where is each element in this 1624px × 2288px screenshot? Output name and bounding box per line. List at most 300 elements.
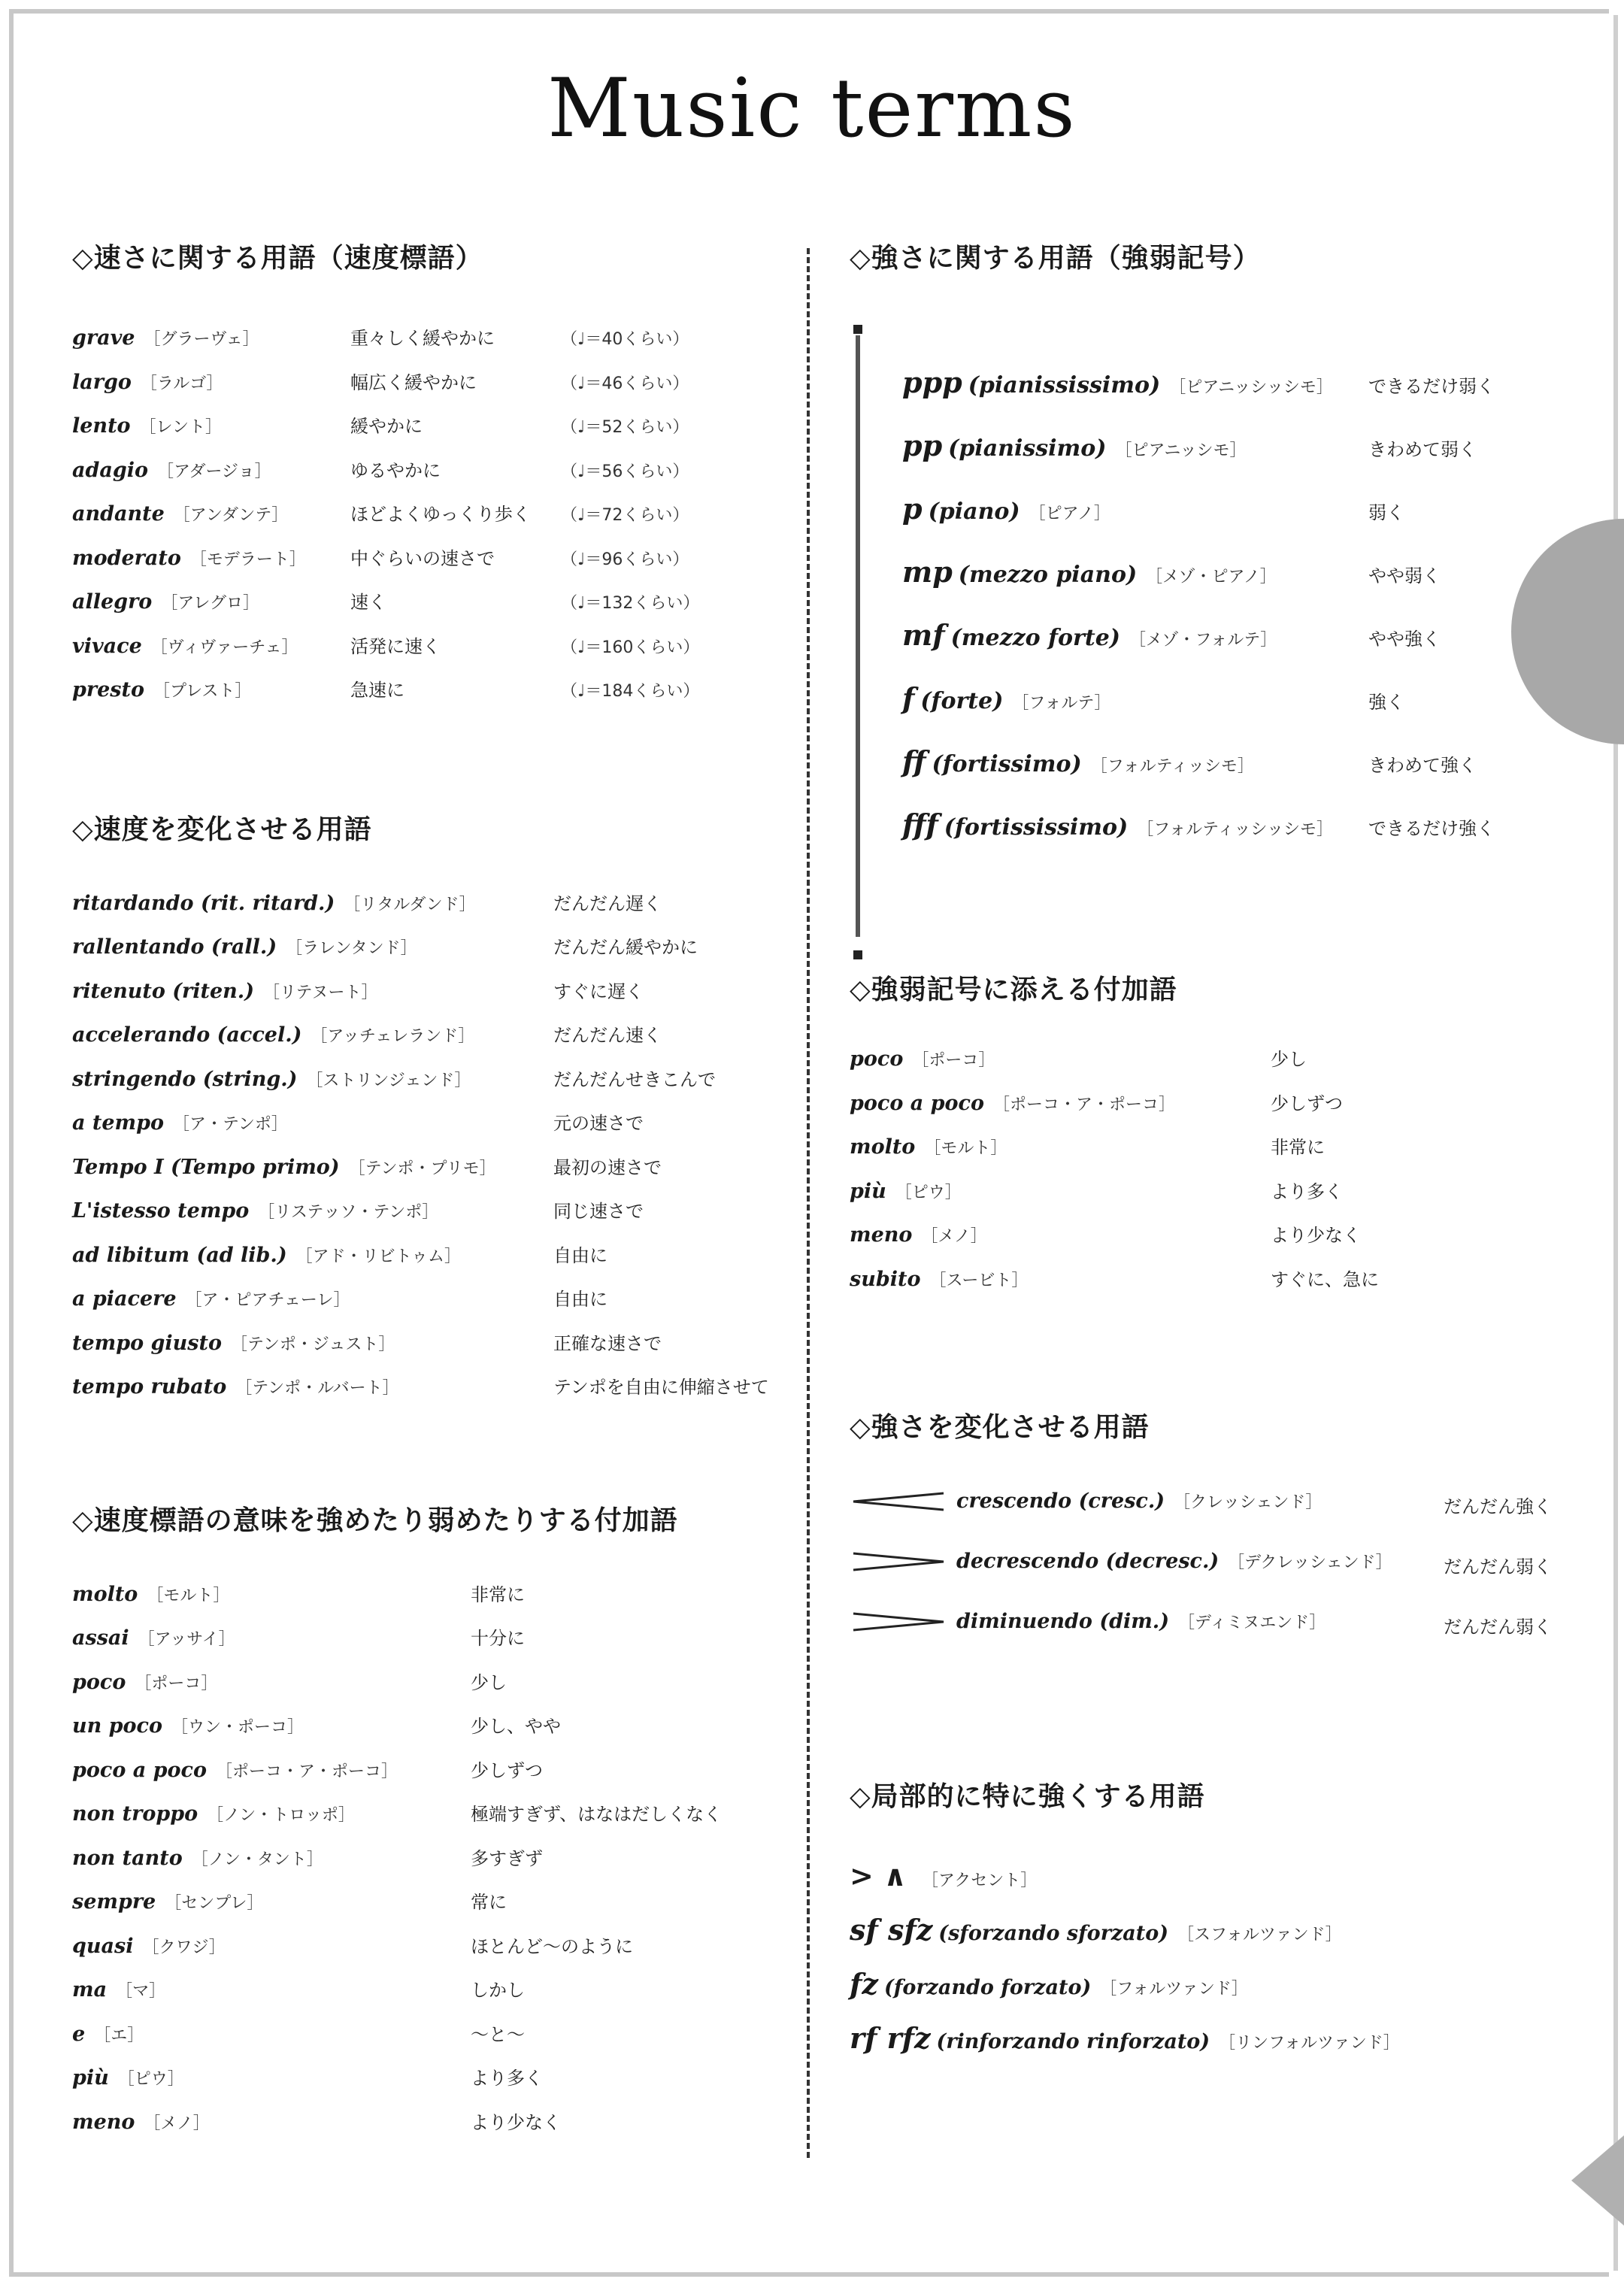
term-reading: ［アレグロ］ bbox=[161, 594, 259, 613]
term-cell bbox=[902, 681, 1368, 715]
term-reading: ［フォルティッシッシモ］ bbox=[1137, 820, 1333, 839]
term-cell bbox=[902, 365, 1368, 399]
term-name: quasi bbox=[72, 1934, 134, 1958]
term-cell bbox=[902, 429, 1368, 462]
term-row bbox=[902, 618, 1571, 681]
term-row bbox=[72, 499, 794, 544]
term-cell bbox=[850, 1268, 1271, 1291]
term-reading: ［アクセント］ bbox=[921, 1871, 1038, 1890]
dynamics-scale-arrow-icon bbox=[856, 335, 860, 937]
term-name: rallentando (rall.) bbox=[72, 935, 277, 959]
dynamics-change-section bbox=[850, 1406, 1571, 1670]
term-cell bbox=[72, 1375, 553, 1399]
term-name: Tempo I (Tempo primo) bbox=[72, 1155, 340, 1179]
term-meaning: だんだん速く bbox=[553, 1025, 662, 1046]
term-meaning: より少なく bbox=[1271, 1225, 1361, 1246]
term-cell bbox=[72, 1847, 471, 1870]
metronome-mark: （♩＝40くらい） bbox=[561, 330, 689, 349]
term-cell bbox=[850, 1489, 1444, 1513]
term-cell bbox=[72, 892, 553, 915]
term-reading: ［テンポ・ルバート］ bbox=[235, 1379, 399, 1398]
term-reading: ［メノ］ bbox=[921, 1227, 987, 1246]
dynamic-symbol: fz bbox=[850, 1967, 878, 2001]
term-name: L'istesso tempo bbox=[72, 1199, 250, 1223]
dynamic-symbol: fff bbox=[902, 808, 938, 841]
term-cell bbox=[72, 502, 350, 526]
term-reading: ［ピウ］ bbox=[895, 1183, 962, 1202]
right-column bbox=[850, 237, 1571, 2075]
term-meaning: 十分に bbox=[471, 1628, 525, 1649]
term-meaning: すぐに遅く bbox=[553, 980, 644, 1002]
term-meaning: だんだん緩やかに bbox=[553, 937, 698, 958]
section-heading: ◇速度標語の意味を強めたり弱めたりする付加語 bbox=[72, 1505, 678, 1536]
term-row bbox=[850, 1610, 1571, 1670]
term-cell bbox=[902, 555, 1368, 589]
term-cell bbox=[72, 459, 350, 482]
term-row bbox=[72, 411, 794, 456]
tempo-change-section bbox=[72, 808, 794, 1417]
diminuendo-hairpin-icon bbox=[850, 1611, 947, 1633]
term-meaning: 少しずつ bbox=[1271, 1092, 1343, 1114]
term-cell bbox=[72, 980, 553, 1003]
term-reading: ［ポーコ］ bbox=[135, 1674, 218, 1693]
term-row bbox=[72, 1711, 794, 1756]
term-row bbox=[72, 1241, 794, 1285]
term-meaning: 少し bbox=[471, 1671, 507, 1693]
term-cell bbox=[850, 1223, 1271, 1247]
term-reading: ［メゾ・フォルテ］ bbox=[1129, 631, 1277, 650]
term-reading: ［ア・テンポ］ bbox=[173, 1115, 288, 1134]
term-reading: ［ピアノ］ bbox=[1029, 505, 1110, 523]
dynamic-symbol: sf sfz bbox=[850, 1913, 933, 1947]
term-row bbox=[902, 808, 1571, 871]
term-cell bbox=[72, 326, 350, 350]
term-name: (sforzando sforzato) bbox=[938, 1922, 1168, 1945]
term-cell bbox=[72, 1890, 471, 1914]
term-meaning: できるだけ弱く bbox=[1368, 376, 1495, 397]
term-cell bbox=[72, 1935, 471, 1958]
term-name: più bbox=[850, 1179, 886, 1203]
dynamic-symbol: mp bbox=[902, 555, 953, 589]
term-reading: ［デクレッシェンド］ bbox=[1228, 1553, 1392, 1572]
term-cell bbox=[72, 2066, 471, 2090]
term-row bbox=[72, 1196, 794, 1241]
term-name: presto bbox=[72, 678, 144, 702]
term-reading: ［テンポ・プリモ］ bbox=[348, 1159, 496, 1178]
term-meaning: 中ぐらいの速さで bbox=[350, 547, 495, 569]
term-row bbox=[902, 555, 1571, 618]
term-meaning: 〜と〜 bbox=[471, 2023, 525, 2045]
term-row bbox=[902, 429, 1571, 492]
metronome-mark: （♩＝160くらい） bbox=[561, 638, 700, 657]
term-cell bbox=[72, 1714, 471, 1738]
term-reading: ［ノン・トロッポ］ bbox=[207, 1806, 355, 1825]
term-reading: ［ラレンタンド］ bbox=[286, 939, 417, 958]
term-cell bbox=[850, 1913, 1342, 1947]
term-reading: ［ピウ］ bbox=[117, 2070, 184, 2089]
term-reading: ［テンポ・ジュスト］ bbox=[230, 1335, 395, 1354]
term-name: meno bbox=[72, 2110, 135, 2134]
term-row bbox=[72, 1799, 794, 1844]
term-cell bbox=[72, 1978, 471, 2002]
term-meaning: 非常に bbox=[1271, 1137, 1325, 1158]
term-meaning: 非常に bbox=[471, 1583, 525, 1605]
term-cell bbox=[72, 547, 350, 570]
term-name: poco a poco bbox=[850, 1091, 984, 1115]
term-row bbox=[72, 368, 794, 412]
term-cell bbox=[72, 935, 553, 959]
term-meaning: 少しずつ bbox=[471, 1759, 543, 1781]
term-name: (forzando forzato) bbox=[883, 1976, 1092, 1999]
term-meaning: だんだん弱く bbox=[1444, 1616, 1552, 1638]
term-name: non troppo bbox=[72, 1802, 198, 1826]
term-cell bbox=[72, 1671, 471, 1694]
term-name: ritardando (rit. ritard.) bbox=[72, 891, 335, 915]
term-meaning: 多すぎず bbox=[471, 1847, 543, 1869]
term-meaning: だんだんせきこんで bbox=[553, 1068, 716, 1090]
term-name: decrescendo (decresc.) bbox=[956, 1550, 1220, 1573]
term-meaning: 自由に bbox=[553, 1289, 607, 1310]
term-meaning: だんだん弱く bbox=[1444, 1556, 1552, 1577]
term-name: un poco bbox=[72, 1714, 162, 1738]
term-reading: ［アド・リビトゥム］ bbox=[295, 1247, 462, 1266]
term-reading: ［フォルテ］ bbox=[1012, 694, 1111, 713]
term-cell bbox=[850, 1859, 1037, 1893]
term-reading: ［ポーコ・ア・ポーコ］ bbox=[992, 1095, 1175, 1114]
term-row bbox=[902, 681, 1571, 744]
term-row bbox=[72, 1153, 794, 1197]
term-name: (forte) bbox=[920, 688, 1004, 714]
left-column bbox=[72, 237, 794, 2151]
term-name: stringendo (string.) bbox=[72, 1067, 298, 1091]
term-reading: ［リタルダンド］ bbox=[344, 895, 476, 914]
term-cell bbox=[850, 1967, 1248, 2001]
term-meaning: だんだん強く bbox=[1444, 1496, 1552, 1517]
term-meaning: 同じ速さで bbox=[553, 1201, 644, 1222]
term-name: ritenuto (riten.) bbox=[72, 979, 254, 1003]
term-cell bbox=[72, 1156, 553, 1179]
dynamics-section bbox=[850, 237, 1571, 871]
term-row bbox=[850, 1489, 1571, 1550]
section-heading: ◇速度を変化させる用語 bbox=[72, 814, 372, 845]
term-name: subito bbox=[850, 1267, 921, 1291]
page-edge bbox=[1613, 15, 1618, 2271]
term-row bbox=[850, 1967, 1571, 2021]
term-reading: ［クワジ］ bbox=[142, 1938, 226, 1957]
dynamics-modifier-section bbox=[850, 968, 1571, 1308]
term-row bbox=[72, 544, 794, 588]
tempo-terms-section bbox=[72, 237, 794, 720]
term-name: (pianissimo) bbox=[948, 435, 1107, 462]
metronome-mark: （♩＝96くらい） bbox=[561, 550, 689, 569]
term-reading: ［ヴィヴァーチェ］ bbox=[150, 638, 298, 657]
term-meaning: 元の速さで bbox=[553, 1113, 644, 1134]
term-meaning: 極端すぎず、はなはだしくなく bbox=[471, 1804, 723, 1825]
metronome-mark: （♩＝184くらい） bbox=[561, 682, 700, 701]
term-meaning: すぐに、急に bbox=[1271, 1268, 1379, 1290]
term-name: allegro bbox=[72, 590, 153, 614]
term-reading: ［ラルゴ］ bbox=[140, 374, 223, 393]
term-cell bbox=[72, 1111, 553, 1135]
term-meaning: より多く bbox=[471, 2068, 543, 2089]
term-name: grave bbox=[72, 326, 135, 350]
term-meaning: 自由に bbox=[553, 1244, 607, 1266]
term-cell bbox=[72, 1023, 553, 1047]
term-row bbox=[850, 2021, 1571, 2075]
term-cell bbox=[850, 1092, 1271, 1115]
term-row bbox=[72, 675, 794, 720]
section-heading: ◇強さに関する用語（強弱記号） bbox=[850, 243, 1261, 274]
dynamic-symbol: p bbox=[902, 492, 923, 526]
term-row bbox=[850, 1220, 1571, 1265]
term-row bbox=[72, 1756, 794, 1800]
term-cell bbox=[72, 2111, 471, 2134]
section-heading: ◇強弱記号に添える付加語 bbox=[850, 974, 1177, 1005]
section-heading: ◇速さに関する用語（速度標語） bbox=[72, 243, 483, 274]
term-name: moderato bbox=[72, 546, 181, 570]
term-name: non tanto bbox=[72, 1846, 183, 1870]
term-row bbox=[850, 1132, 1571, 1177]
term-name: accelerando (accel.) bbox=[72, 1023, 302, 1047]
term-cell bbox=[850, 1610, 1444, 1633]
dynamic-symbol: f bbox=[902, 681, 915, 715]
term-row bbox=[72, 456, 794, 500]
term-cell bbox=[72, 414, 350, 438]
term-name: (mezzo piano) bbox=[958, 562, 1138, 588]
corner-marker bbox=[1571, 2135, 1624, 2226]
term-cell bbox=[72, 1759, 471, 1782]
term-cell bbox=[850, 1135, 1271, 1159]
term-row bbox=[72, 932, 794, 977]
term-reading: ［リンフォルツァンド］ bbox=[1219, 2034, 1400, 2053]
tempo-modifier-section bbox=[72, 1499, 794, 2152]
term-cell bbox=[72, 1287, 553, 1311]
term-meaning: きわめて強く bbox=[1368, 755, 1477, 776]
term-name: molto bbox=[72, 1582, 138, 1606]
section-heading: ◇局部的に特に強くする用語 bbox=[850, 1781, 1205, 1812]
term-cell bbox=[850, 1047, 1271, 1071]
term-row bbox=[850, 1265, 1571, 1309]
term-row bbox=[72, 2020, 794, 2064]
term-reading: ［ウン・ポーコ］ bbox=[171, 1718, 304, 1737]
term-meaning: 活発に速く bbox=[350, 635, 441, 657]
term-name: andante bbox=[72, 502, 165, 526]
term-row bbox=[850, 1859, 1571, 1913]
term-reading: ［モルト］ bbox=[924, 1139, 1007, 1158]
term-cell bbox=[72, 1244, 553, 1267]
term-meaning: ゆるやかに bbox=[350, 459, 441, 481]
term-cell bbox=[902, 492, 1368, 526]
term-reading: ［リステッソ・テンポ］ bbox=[258, 1203, 439, 1222]
dynamic-symbol: pp bbox=[902, 429, 943, 462]
term-name: a tempo bbox=[72, 1111, 165, 1135]
term-name: (pianississimo) bbox=[968, 372, 1161, 399]
term-row bbox=[72, 1329, 794, 1373]
term-name: tempo giusto bbox=[72, 1331, 222, 1355]
term-reading: ［メゾ・ピアノ］ bbox=[1146, 568, 1277, 586]
term-reading: ［リテヌート］ bbox=[263, 983, 378, 1002]
term-meaning: 強く bbox=[1368, 692, 1404, 713]
term-meaning: より多く bbox=[1271, 1180, 1343, 1202]
term-meaning: 幅広く緩やかに bbox=[350, 371, 477, 393]
term-name: vivace bbox=[72, 634, 142, 658]
term-name: largo bbox=[72, 370, 132, 394]
term-reading: ［レント］ bbox=[139, 418, 222, 437]
dynamic-symbol: mf bbox=[902, 618, 945, 652]
term-row bbox=[72, 1284, 794, 1329]
term-name: a piacere bbox=[72, 1287, 177, 1311]
term-reading: ［ポーコ・ア・ポーコ］ bbox=[215, 1762, 398, 1781]
term-reading: ［ア・ピアチェーレ］ bbox=[185, 1291, 350, 1310]
term-cell bbox=[72, 1583, 471, 1606]
term-name: poco a poco bbox=[72, 1758, 207, 1782]
term-cell bbox=[72, 678, 350, 702]
dynamic-symbol: ppp bbox=[902, 365, 962, 399]
term-row bbox=[902, 365, 1571, 429]
term-cell bbox=[72, 1068, 553, 1091]
term-meaning: 常に bbox=[471, 1892, 507, 1913]
term-row bbox=[72, 323, 794, 368]
term-row bbox=[72, 1975, 794, 2020]
term-name: (fortississimo) bbox=[944, 814, 1129, 841]
page-title: Music terms bbox=[547, 62, 1077, 156]
metronome-mark: （♩＝56くらい） bbox=[561, 462, 689, 481]
term-meaning: 重々しく緩やかに bbox=[350, 328, 495, 349]
term-reading: ［ピアニッシッシモ］ bbox=[1169, 378, 1333, 397]
term-row bbox=[72, 1065, 794, 1109]
term-reading: ［アッサイ］ bbox=[138, 1630, 235, 1649]
term-row bbox=[72, 587, 794, 632]
term-name: crescendo (cresc.) bbox=[956, 1489, 1165, 1513]
column-divider bbox=[807, 248, 810, 2158]
term-row bbox=[72, 1108, 794, 1153]
term-cell bbox=[72, 371, 350, 394]
term-row bbox=[72, 2108, 794, 2152]
term-row bbox=[902, 744, 1571, 808]
term-meaning: しかし bbox=[471, 1980, 525, 2001]
term-name: e bbox=[72, 2022, 86, 2046]
term-name: ad libitum (ad lib.) bbox=[72, 1243, 287, 1267]
term-meaning: やや弱く bbox=[1368, 565, 1441, 586]
term-cell bbox=[72, 2023, 471, 2046]
metronome-mark: （♩＝72くらい） bbox=[561, 506, 689, 525]
term-meaning: きわめて弱く bbox=[1368, 439, 1477, 460]
term-row bbox=[902, 492, 1571, 555]
section-heading: ◇強さを変化させる用語 bbox=[850, 1412, 1150, 1443]
term-meaning: テンポを自由に伸縮させて bbox=[553, 1377, 769, 1398]
term-reading: ［センプレ］ bbox=[165, 1894, 264, 1913]
term-row bbox=[850, 1089, 1571, 1133]
term-row bbox=[850, 1177, 1571, 1221]
metronome-mark: （♩＝52くらい） bbox=[561, 418, 689, 437]
term-reading: ［スフォルツァンド］ bbox=[1177, 1926, 1342, 1944]
term-name: sempre bbox=[72, 1890, 156, 1914]
term-meaning: 正確な速さで bbox=[553, 1332, 662, 1354]
term-name: molto bbox=[850, 1135, 916, 1159]
term-meaning: 少し、やや bbox=[471, 1716, 561, 1737]
term-row bbox=[72, 1844, 794, 1888]
term-reading: ［スービト］ bbox=[929, 1271, 1029, 1290]
decrescendo-hairpin-icon bbox=[850, 1550, 947, 1573]
accent-section bbox=[850, 1775, 1571, 2075]
term-name: adagio bbox=[72, 458, 149, 482]
term-row bbox=[72, 1623, 794, 1668]
term-row bbox=[850, 1550, 1571, 1610]
term-reading: ［グラーヴェ］ bbox=[144, 330, 259, 349]
term-name: meno bbox=[850, 1223, 913, 1247]
term-meaning: ほとんど〜のように bbox=[471, 1935, 633, 1957]
term-row bbox=[72, 1668, 794, 1712]
term-row bbox=[72, 632, 794, 676]
term-meaning: 急速に bbox=[350, 680, 404, 701]
term-name: ma bbox=[72, 1978, 108, 2002]
term-name: poco bbox=[72, 1670, 126, 1694]
term-cell bbox=[72, 1802, 471, 1826]
term-meaning: 最初の速さで bbox=[553, 1156, 662, 1178]
term-meaning: 少し bbox=[1271, 1049, 1307, 1070]
term-row bbox=[72, 977, 794, 1021]
term-meaning: ほどよくゆっくり歩く bbox=[350, 504, 531, 525]
term-name: assai bbox=[72, 1626, 129, 1650]
term-row bbox=[72, 1372, 794, 1417]
term-cell bbox=[72, 1332, 553, 1355]
term-name: tempo rubato bbox=[72, 1375, 227, 1399]
term-reading: ［メノ］ bbox=[144, 2114, 210, 2133]
term-reading: ［クレッシェンド］ bbox=[1174, 1493, 1323, 1512]
term-reading: ［ポーコ］ bbox=[912, 1051, 995, 1070]
term-reading: ［ノン・タント］ bbox=[191, 1850, 323, 1869]
term-name: poco bbox=[850, 1047, 904, 1071]
term-reading: ［ストリンジェンド］ bbox=[306, 1071, 471, 1090]
term-name: (fortissimo) bbox=[932, 751, 1082, 777]
metronome-mark: （♩＝46くらい） bbox=[561, 374, 689, 393]
term-reading: ［フォルティッシモ］ bbox=[1090, 757, 1254, 776]
term-cell bbox=[902, 744, 1368, 778]
term-cell bbox=[72, 1626, 471, 1650]
term-reading: ［アッチェレランド］ bbox=[311, 1027, 475, 1046]
term-cell bbox=[902, 808, 1368, 841]
term-row bbox=[72, 1580, 794, 1624]
dynamic-symbol: rf rfz bbox=[850, 2021, 931, 2055]
term-cell bbox=[850, 1550, 1444, 1573]
term-reading: ［モデラート］ bbox=[189, 550, 306, 569]
term-meaning: より少なく bbox=[471, 2111, 561, 2133]
dynamic-symbol: ff bbox=[902, 744, 926, 778]
term-row bbox=[72, 889, 794, 933]
term-name: (rinforzando rinforzato) bbox=[936, 2030, 1210, 2053]
term-meaning: 弱く bbox=[1368, 502, 1404, 523]
term-meaning: 速く bbox=[350, 592, 386, 613]
term-row bbox=[72, 1932, 794, 1976]
term-reading: ［フォルツァンド］ bbox=[1100, 1980, 1248, 1999]
term-meaning: やや強く bbox=[1368, 629, 1441, 650]
term-reading: ［マ］ bbox=[116, 1982, 166, 2001]
term-cell bbox=[850, 1180, 1271, 1203]
term-meaning: だんだん遅く bbox=[553, 892, 662, 914]
metronome-mark: （♩＝132くらい） bbox=[561, 594, 700, 613]
term-reading: ［プレスト］ bbox=[153, 682, 252, 701]
term-name: diminuendo (dim.) bbox=[956, 1610, 1169, 1633]
term-name: (piano) bbox=[928, 499, 1020, 525]
term-row bbox=[72, 2063, 794, 2108]
term-reading: ［アダージョ］ bbox=[157, 462, 271, 481]
term-row bbox=[72, 1887, 794, 1932]
term-cell bbox=[72, 590, 350, 614]
term-row bbox=[850, 1044, 1571, 1089]
term-cell bbox=[72, 1199, 553, 1223]
term-reading: ［アンダンテ］ bbox=[173, 506, 289, 525]
term-meaning: できるだけ強く bbox=[1368, 818, 1495, 839]
